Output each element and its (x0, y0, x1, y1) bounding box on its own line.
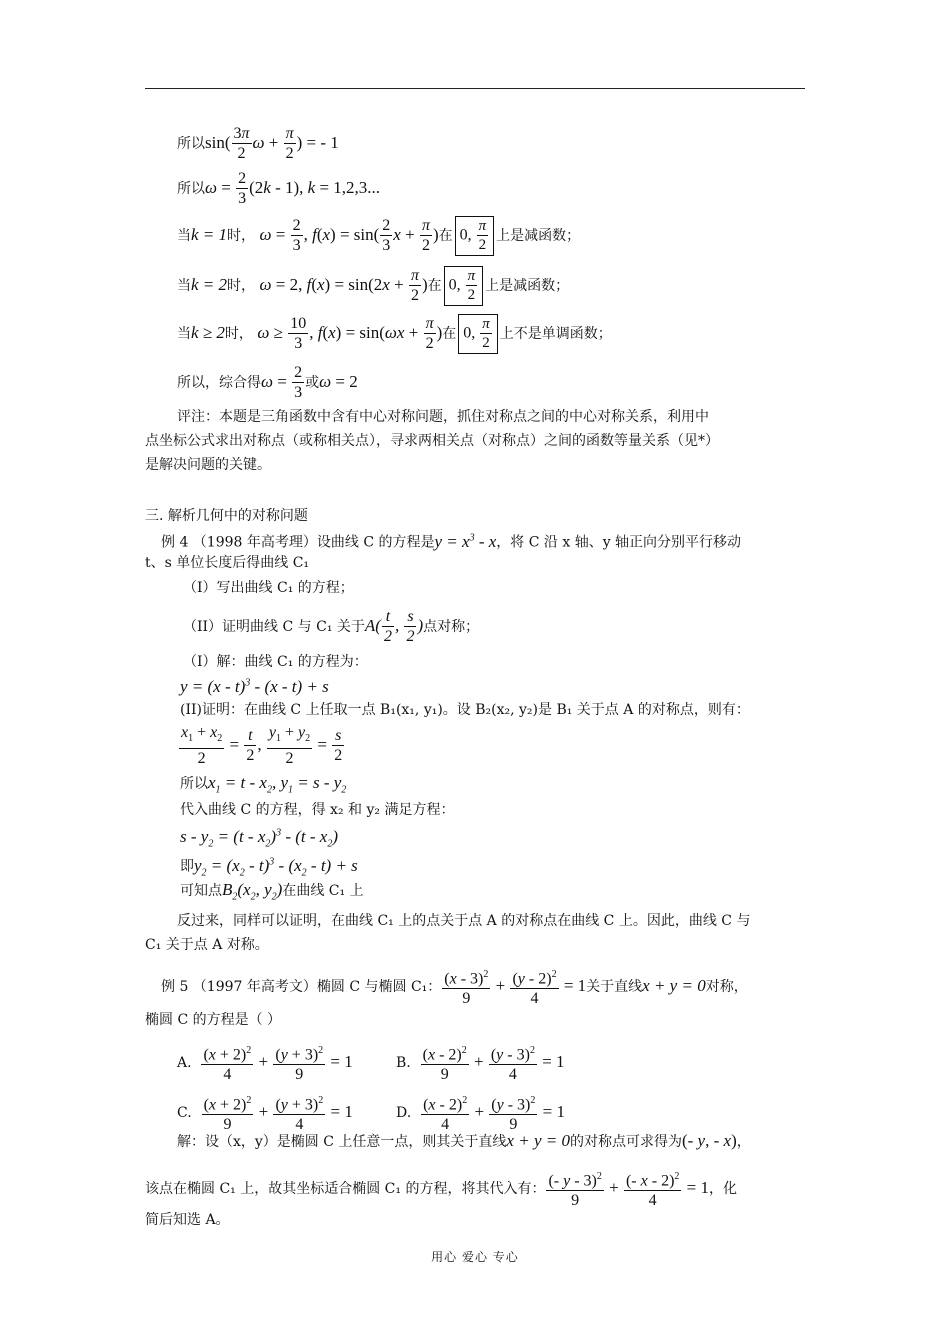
solution-4: 代入曲线 C 的方程，得 x₂ 和 y₂ 满足方程： (180, 802, 455, 818)
solution-2-eq: $\frac{x_1 + x_2}{2}$ = $\frac{t}{2}$ , $\frac{y_1 + y_2}{2}$ = $\frac{s}{2}$ (181, 724, 343, 768)
option-c: C. $\frac{(x + 2)^2}{9}$ + $\frac{(y + 3)^2}{4}$ = 1 (177, 1092, 353, 1134)
math-l1: sin( $\frac{3\pi}{2}$ ω + $\frac{\pi}{2}$ ) = - 1 (205, 125, 339, 162)
math-l6a: ω = $\frac{2}{3}$ (261, 364, 303, 401)
solution5-line-3: 简后知选 A。 (145, 1212, 230, 1228)
converse-line-1: 反过来，同样可以证明，在曲线 C₁ 上的点关于点 A 的对称点在曲线 C 上。因此，曲线 C 与 (177, 913, 751, 929)
solution-2: (II)证明：在曲线 C 上任取一点 B₁(x₁, y₁)。设 B₂(x₂, y₂)是 B₁ 关于点 A 的对称点，则有： (180, 702, 750, 718)
solution5-line-1: 解：设（x，y）是椭圆 C 上任意一点，则其关于直线x + y = 0的对称点可求得为(- y, - x)， (177, 1131, 751, 1150)
solution-1: （I）解：曲线 C₁ 的方程为： (183, 654, 368, 670)
question-1: （I）写出曲线 C₁ 的方程； (183, 580, 354, 596)
solution-6: 即$y_2 = (x_2 - t)^3 - (x_2 - t) + s$ (180, 855, 358, 879)
solution-1-eq: y = (x - t)$^3$ - (x - t) + s (180, 676, 329, 696)
math-l2: ω = $\frac{2}{3}$ (2k - 1), k = 1,2,3... (205, 170, 381, 207)
math-l5: ω ≥ $\frac{10}{3}$ , f(x) = sin(ωx + $\frac{\pi}{2}$ ) (257, 315, 443, 353)
solution-7: 可知点$B_2(x_2$, $y_2$)在曲线 C₁ 上 (180, 880, 364, 903)
interval-l4: 0, $\frac{\pi}{2}$ (444, 266, 484, 306)
option-b: B. $\frac{(x - 2)^2}{9}$ + $\frac{(y - 3)^2}{4}$ = 1 (396, 1042, 565, 1084)
math-l4: ω = 2, f(x) = sin(2x + $\frac{\pi}{2}$ ) (259, 267, 428, 305)
section-heading: 三. 解析几何中的对称问题 (145, 508, 308, 524)
math-ex5: $\frac{(x - 3)^2}{9}$ + $\frac{(y - 2)^2}{4}$ = 1 (441, 976, 586, 995)
comment-line-2: 点坐标公式求出对称点（或称相关点），寻求两相关点（对称点）之间的函数等量关系（见*） (145, 433, 719, 449)
math-q2: A( $\frac{t}{2}$ , $\frac{s}{2}$ ) (364, 608, 424, 645)
solution5-line-2: 该点在椭圆 C₁ 上，故其坐标适合椭圆 C₁ 的方程，将其代入有： $\frac{(- y - 3)^2}{9}$ + $\frac{(- x - 2)^2}{4}$ = 1，化 (145, 1168, 737, 1210)
line-omega-general: 所以ω = $\frac{2}{3}$ (2k - 1), k = 1,2,3... (177, 170, 381, 207)
line-conclusion: 所以，综合得ω = $\frac{2}{3}$ 或ω = 2 (177, 364, 358, 401)
page-footer: 用心 爱心 专心 (431, 1250, 519, 1264)
example4-line-2: t、s 单位长度后得曲线 C₁ (145, 555, 310, 571)
line-sin-result: 所以sin( $\frac{3\pi}{2}$ ω + $\frac{\pi}{2}$ ) = - 1 (177, 125, 339, 162)
line-case-kge2: 当k ≥ 2时， ω ≥ $\frac{10}{3}$ , f(x) = sin(ωx + $\frac{\pi}{2}$ )在 0, $\frac{\pi}{2}$ 上不是单调函数； (177, 315, 612, 353)
math-l6b: ω = 2 (319, 371, 358, 391)
interval-l5: 0, $\frac{\pi}{2}$ (458, 314, 498, 354)
line-case-k2: 当k = 2时， ω = 2, f(x) = sin(2x + $\frac{\pi}{2}$ )在 0, $\frac{\pi}{2}$ 上是减函数； (177, 267, 570, 305)
example5-line-2: 椭圆 C 的方程是（ ） (145, 1012, 282, 1028)
converse-line-2: C₁ 关于点 A 对称。 (145, 937, 269, 953)
option-d: D. $\frac{(x - 2)^2}{4}$ + $\frac{(y - 3)^2}{9}$ = 1 (396, 1092, 565, 1134)
option-a: A. $\frac{(x + 2)^2}{4}$ + $\frac{(y + 3)^2}{9}$ = 1 (177, 1042, 353, 1084)
interval-l3: 0, $\frac{\pi}{2}$ (455, 216, 495, 256)
solution-5-eq: $s - y_2 = (t - x_2)^3 - (t - x_2)$ (180, 826, 338, 850)
math-ex4: $y = x^3 - x$ (434, 531, 497, 551)
header-rule (145, 88, 805, 89)
comment-line-1: 评注：本题是三角函数中含有中心对称问题，抓住对称点之间的中心对称关系，利用中 (177, 409, 709, 425)
comment-line-3: 是解决问题的关键。 (145, 457, 271, 473)
question-2: （II）证明曲线 C 与 C₁ 关于A( $\frac{t}{2}$ , $\frac{s}{2}$ )点对称； (183, 608, 480, 645)
solution-3: 所以$x_1 = t - x_2$, $y_1 = s - y_2$ (180, 773, 347, 796)
example4-line-1: 例 4 （1998 年高考理）设曲线 C 的方程是$y = x^3 - x$，将 C 沿 x 轴、y 轴正向分别平行移动 (161, 531, 742, 551)
line-case-k1: 当k = 1时， ω = $\frac{2}{3}$ , f(x) = sin( $\frac{2}{3}$ x + $\frac{\pi}{2}$ )在 0, $\frac{\pi}{2}$ 上是减函数； (177, 217, 581, 255)
math-l3: ω = $\frac{2}{3}$ , f(x) = sin( $\frac{2}{3}$ x + $\frac{\pi}{2}$ ) (259, 217, 439, 255)
example5-line-1: 例 5 （1997 年高考文）椭圆 C 与椭圆 C₁： $\frac{(x - 3)^2}{9}$ + $\frac{(y - 2)^2}{4}$ = 1关于直线x + y = 0对称， (161, 966, 748, 1008)
